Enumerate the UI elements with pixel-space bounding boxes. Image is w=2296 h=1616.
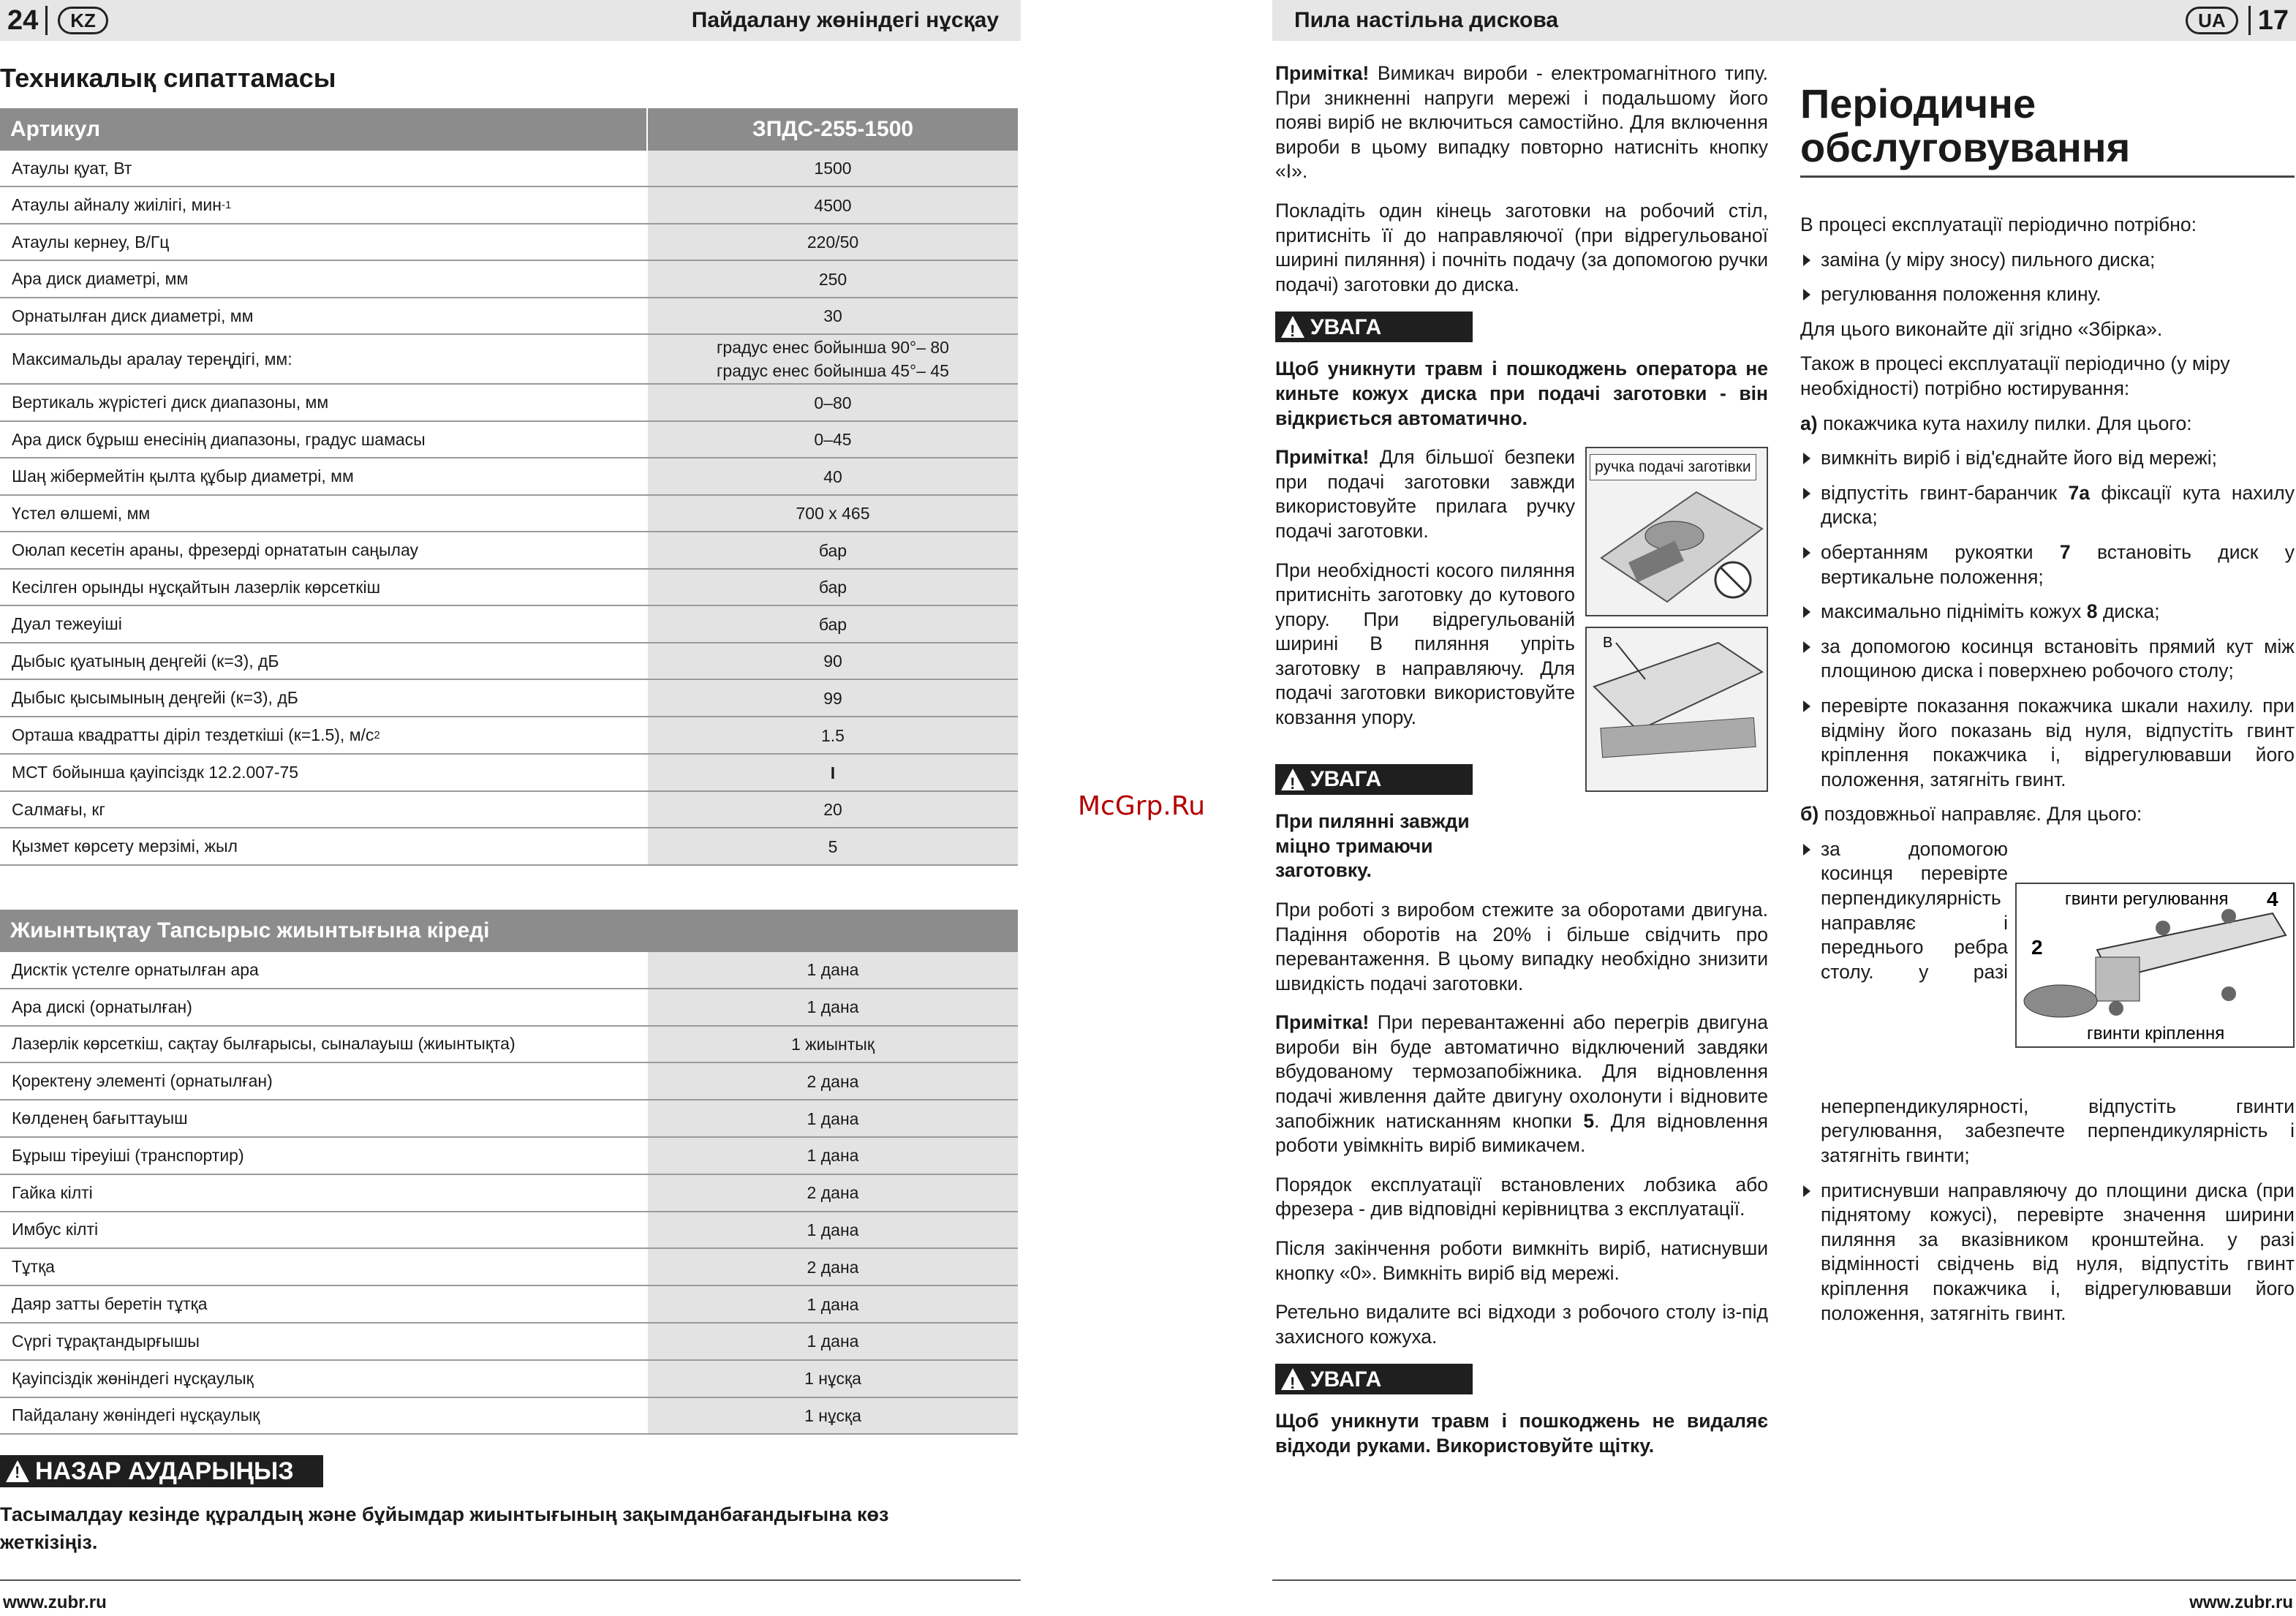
- spec-label: Кесілген орынды нұсқайтын лазерлік көрсеткіш: [12, 577, 381, 597]
- paragraph: В процесі експлуатації періодично потрібно:: [1800, 214, 2197, 235]
- spec-header-col2: ЗПДС-255-1500: [752, 117, 914, 141]
- kit-item: Көлденең бағыттауыш: [12, 1109, 188, 1128]
- table-row: [0, 1249, 1018, 1286]
- right-page: [1272, 0, 2296, 1616]
- table-row: [0, 187, 1018, 224]
- spec-label: Орташа квадратты діріл тездеткіші (к=1.5), м/с 2: [12, 725, 380, 744]
- paragraph: Порядок експлуатації встановлених лобзика або фрезера - див відповідні керівництва з експлуатації.: [1275, 1173, 1768, 1220]
- table-row: [0, 151, 1018, 187]
- kit-quantity: 2 дана: [648, 1175, 1018, 1211]
- kit-table-header: Жиынтықтау Тапсырыс жиынтығына кіреді: [0, 910, 1018, 952]
- figure-label: ручка подачі заготівки: [1590, 454, 1756, 480]
- spec-label: Ара диск бұрыш енесінің диапазоны, градус шамасы: [12, 429, 426, 449]
- kit-quantity: 1 дана: [648, 1100, 1018, 1136]
- kit-item: Тұтқа: [12, 1257, 55, 1277]
- page-number: 17: [2257, 4, 2289, 36]
- spec-value: 30: [648, 298, 1018, 333]
- spec-header-col1: Артикул: [0, 108, 648, 151]
- table-row: [0, 261, 1018, 298]
- spec-label: Шаң жібермейтін қылта құбыр диаметрі, мм: [12, 467, 354, 486]
- spec-value: 1.5: [648, 717, 1018, 753]
- list-item: заміна (у міру зносу) пильного диска;: [1800, 248, 2295, 273]
- spec-value: бар: [648, 532, 1018, 568]
- page-number: 24: [7, 4, 39, 36]
- spec-label: Орнатылған диск диаметрі, мм: [12, 306, 254, 325]
- table-row: [0, 643, 1018, 680]
- kit-item: Қоректену элементі (орнатылған): [12, 1071, 273, 1091]
- list-item: максимально підніміть кожух 8 диска;: [1800, 600, 2295, 624]
- spec-value: I: [648, 755, 1018, 790]
- subsection-b: б) поздовжньої направляє. Для цього:: [1800, 803, 2142, 826]
- paragraph: Після закінчення роботи вимкніть виріб, натиснувши кнопку «0». Вимкніть виріб від мережі.: [1275, 1237, 1768, 1284]
- table-row: [0, 717, 1018, 755]
- spec-value: градус енес бойынша 90°– 80 градус енес бойынша 45°– 45: [648, 335, 1018, 383]
- table-row: [0, 458, 1018, 496]
- warning-icon: [1281, 769, 1304, 790]
- table-row: [0, 1027, 1018, 1064]
- spec-label: Салмағы, кг: [12, 799, 105, 819]
- spec-label: Оюлап кесетін араны, фрезерді орнататын саңылау: [12, 540, 418, 559]
- left-page: [0, 0, 1021, 1616]
- list-item: обертанням рукоятки 7 встановіть диск у вертикальне положення;: [1800, 540, 2295, 589]
- warning-icon: [6, 1460, 29, 1482]
- table-row: [0, 496, 1018, 532]
- table-row: [0, 1175, 1018, 1212]
- kit-table: [0, 910, 1018, 1435]
- table-row: [0, 1063, 1018, 1100]
- kit-item: Сүргі тұрақтандырғышы: [12, 1331, 200, 1351]
- spec-label: Атаулы кернеу, В/Гц: [12, 232, 170, 252]
- kit-item: Пайдалану жөніндегі нұсқаулық: [12, 1405, 260, 1425]
- table-row: [0, 1398, 1018, 1435]
- paragraph: Ретельно видалите всі відходи з робочого столу із-під захисного кожуха.: [1275, 1301, 1768, 1348]
- table-row: [0, 1324, 1018, 1361]
- spec-value: бар: [648, 570, 1018, 605]
- footer-url[interactable]: www.zubr.ru: [2189, 1593, 2293, 1612]
- list-item: вимкніть виріб і від'єднайте його від мережі;: [1800, 446, 2295, 471]
- table-row: [0, 606, 1018, 643]
- kit-item: Ара дискі (орнатылған): [12, 997, 192, 1016]
- svg-text:гвинти кріплення: гвинти кріплення: [2087, 1023, 2225, 1043]
- list-item: перевірте показання покажчика шкали нахилу. при відміну його показань від нуля, відпустіть гвинт кріплення покажчика і, відрегулювавши його положення, затягніть гвинт.: [1800, 694, 2295, 792]
- spec-label: Дыбыс қуатының деңгейі (к=3), дБ: [12, 651, 279, 671]
- table-row: [0, 570, 1018, 606]
- svg-text:гвинти регулювання: гвинти регулювання: [2065, 888, 2229, 909]
- header-title: Пила настільна дискова: [1294, 8, 1559, 32]
- right-header: [1272, 0, 2296, 41]
- feed-handle-figure: [1585, 447, 1768, 616]
- kit-quantity: 1 дана: [648, 989, 1018, 1025]
- table-row: [0, 224, 1018, 261]
- language-badge: UA: [2186, 7, 2238, 34]
- table-row: [0, 422, 1018, 458]
- list-item: відпустіть гвинт-баранчик 7а фіксації кута нахилу диска;: [1800, 481, 2295, 530]
- spec-value: 1500: [648, 151, 1018, 186]
- footer-rule: [1272, 1579, 2296, 1581]
- spec-label: Дуал тежеуіші: [12, 614, 122, 633]
- caution-badge: ! УВАГА: [1275, 312, 1473, 342]
- note-paragraph: Примітка! Для більшої безпеки при подачі заготовки завжди використовуйте прилага ручку подачі заготовки.: [1275, 446, 1575, 542]
- kit-item: Дисктік үстелге орнатылған ара: [12, 959, 259, 979]
- spec-value: 220/50: [648, 224, 1018, 260]
- miter-figure: [1585, 627, 1768, 792]
- table-row: [0, 335, 1018, 385]
- spec-table-header: [0, 108, 1018, 151]
- header-title: Пайдалану жөніндегі нұсқау: [691, 8, 999, 32]
- spec-value: 0–80: [648, 385, 1018, 420]
- kit-item: Бұрыш тіреуіші (транспортир): [12, 1145, 244, 1165]
- svg-text:В: В: [1603, 635, 1613, 652]
- spec-value: 700 х 465: [648, 496, 1018, 531]
- table-row: [0, 298, 1018, 335]
- spec-label: Вертикаль жүрістегі диск диапазоны, мм: [12, 393, 329, 412]
- spec-value: 99: [648, 680, 1018, 716]
- list-item: регулювання положення клину.: [1800, 282, 2295, 307]
- caution-text: При пилянні завжди міцно тримаючи заготовку.: [1275, 810, 1470, 882]
- kit-quantity: 1 нұсқа: [648, 1398, 1018, 1434]
- table-row: [0, 755, 1018, 792]
- spec-label: Атаулы қуат, Вт: [12, 158, 132, 178]
- subsection-a: а) покажчика кута нахилу пилки. Для цього:: [1800, 412, 2192, 434]
- table-row: [0, 989, 1018, 1027]
- spec-table: [0, 108, 1018, 866]
- warning-text: Тасымалдау кезінде құралдың және бұйымдар жиынтығының зақымданбағандығына көз жеткізіңіз.: [0, 1503, 889, 1553]
- paragraph: Також в процесі експлуатації періодично (у міру необхідності) потрібно юстирування:: [1800, 352, 2230, 399]
- spec-value: 250: [648, 261, 1018, 297]
- miter-illustration: [1587, 628, 1767, 790]
- warning-icon: [1281, 316, 1304, 338]
- section-title: Періодичне обслуговування: [1800, 82, 2295, 178]
- spec-label: Атаулы айналу жиілігі, мин -1: [12, 195, 232, 214]
- kit-item: Даяр затты беретін тұтқа: [12, 1294, 208, 1314]
- caution-badge: ! УВАГА: [1275, 764, 1473, 795]
- table-row: [0, 792, 1018, 828]
- spec-value: 20: [648, 792, 1018, 827]
- kit-item: Имбус кілті: [12, 1220, 99, 1239]
- spec-value: 90: [648, 643, 1018, 679]
- footer-rule: [0, 1579, 1021, 1581]
- spec-value: 5: [648, 828, 1018, 864]
- svg-text:2: 2: [2031, 935, 2043, 959]
- table-row: [0, 1100, 1018, 1138]
- kit-item: Қауіпсіздік жөніндегі нұсқаулық: [12, 1368, 254, 1388]
- paragraph: При роботі з виробом стежите за оборотами двигуна. Падіння оборотів на 20% і більше свідчить про перевантаження. В цьому випадку необхідно знизити швидкість подачі заготовки.: [1275, 898, 1768, 994]
- section-title: Техникалық сипаттамасы: [0, 63, 336, 93]
- kit-quantity: 1 дана: [648, 1212, 1018, 1248]
- note-paragraph: Примітка! При перевантаженні або перегрів двигуна вироби він буде автоматично відключений завдяки вбудованому термозапобіжника. Для відновлення подачі живлення дайте двигуну охолонути і відновите запобіжник натисканням кнопки 5. Для відновлення роботи увімкніть виріб вимикачем.: [1275, 1011, 1769, 1157]
- list-item: за допомогою косинця перевірте перпендикулярність направляє і переднього ребра столу. у разі неперпендикулярності, відпустіть гвинти регулювання, забезпечте перпендикулярність і затягніть гвинти;: [1800, 837, 2295, 1168]
- kit-quantity: 1 дана: [648, 952, 1018, 988]
- caution-text: Щоб уникнути травм і пошкоджень не видаляє відходи руками. Використовуйте щітку.: [1275, 1410, 1768, 1457]
- language-badge: KZ: [58, 7, 108, 34]
- table-row: [0, 952, 1018, 989]
- table-row: [0, 532, 1018, 570]
- caution-text: Щоб уникнути травм і пошкоджень оператора не киньте кожух диска при подачі заготовки - він відкриється автоматично.: [1275, 358, 1768, 429]
- spec-label: Қызмет көрсету мерзімі, жыл: [12, 837, 238, 856]
- kit-item: Гайка кілті: [12, 1182, 93, 1202]
- warning-badge: [0, 1455, 323, 1487]
- svg-text:4: 4: [2267, 887, 2278, 910]
- spec-label: Ара диск диаметрі, мм: [12, 269, 189, 288]
- kit-quantity: 2 дана: [648, 1063, 1018, 1099]
- warning-icon: [1281, 1368, 1304, 1390]
- table-row: [0, 1138, 1018, 1175]
- spec-value: 4500: [648, 187, 1018, 223]
- caution-badge: ! УВАГА: [1275, 1364, 1473, 1394]
- list-item: за допомогою косинця встановіть прямий кут між площиною диска і поверхнею робочого столу;: [1800, 635, 2295, 684]
- header-divider: [45, 6, 48, 35]
- table-row: [0, 1286, 1018, 1324]
- kit-item: Лазерлік көрсеткіш, сақтау былғарысы, сыналауыш (жиынтықта): [12, 1034, 516, 1054]
- kit-quantity: 1 дана: [648, 1324, 1018, 1359]
- paragraph: Покладіть один кінець заготовки на робочий стіл, притисніть її до направляючої (при відрегульованої ширині пиляння) і почніть подачу (за допомогою ручки подачі) заготовки до диска.: [1275, 199, 1768, 295]
- spec-value: бар: [648, 606, 1018, 642]
- spec-value: 40: [648, 458, 1018, 494]
- table-row: [0, 680, 1018, 717]
- table-row: [0, 1212, 1018, 1250]
- table-row: [0, 385, 1018, 422]
- kit-quantity: 1 дана: [648, 1286, 1018, 1322]
- list-item: притиснувши направляючу до площини диска (при піднятому кожусі), перевірте значення ширини пиляння за вказівником кронштейна. у разі відмінності свідчень від нуля, відпустіть гвинт кріплення покажчика і, відрегулювавши його положення, затягніть гвинт.: [1800, 1179, 2295, 1326]
- text-column-1: [1275, 61, 1768, 1473]
- footer-url[interactable]: www.zubr.ru: [3, 1593, 107, 1612]
- spec-label: Үстел өлшемі, мм: [12, 503, 151, 523]
- left-header: [0, 0, 1021, 41]
- paragraph: Для цього виконайте дії згідно «Збірка».: [1800, 317, 2163, 340]
- spec-label: МСТ бойынша қауіпсіздк 12.2.007-75: [12, 763, 299, 782]
- kit-quantity: 1 нұсқа: [648, 1361, 1018, 1397]
- table-row: [0, 828, 1018, 866]
- watermark: McGrp.Ru: [1078, 791, 1206, 821]
- warning-label: НАЗАР АУДАРЫҢЫЗ: [35, 1457, 294, 1485]
- table-row: [0, 1361, 1018, 1398]
- kit-quantity: 1 дана: [648, 1138, 1018, 1174]
- kit-quantity: 1 жиынтық: [648, 1027, 1018, 1062]
- paragraph: При необхідності косого пиляння притисніть заготовку до кутового упору. При відрегульованій ширині В пиляння упріть заготовку в направляючу. Для подачі заготовки використовуйте ковзання упору.: [1275, 559, 1575, 729]
- text-column-2: [1800, 61, 2295, 1336]
- kit-quantity: 2 дана: [648, 1249, 1018, 1285]
- note-paragraph: Примітка! Вимикач вироби - електромагнітного типу. При зникненні напруги мережі і подальшому його появі виріб не включиться самостійно. Для включення вироби в цьому випадку повторно натисніть кнопку «I».: [1275, 62, 1768, 183]
- spec-label: Максимальды аралау тереңдігі, мм:: [12, 349, 292, 369]
- spec-value: 0–45: [648, 422, 1018, 457]
- spec-label: Дыбыс қысымының деңгейі (к=3), дБ: [12, 688, 298, 707]
